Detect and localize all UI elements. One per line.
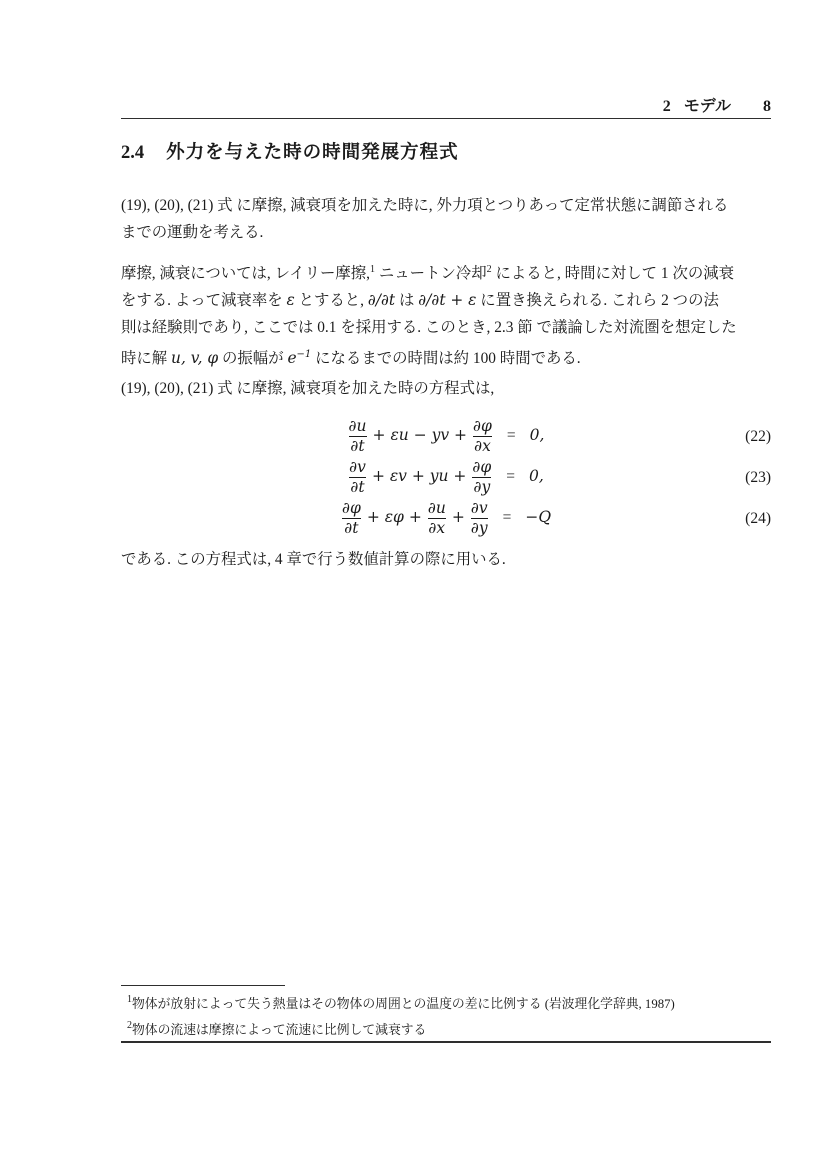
equation-row	[121, 416, 771, 457]
text-segment: は	[395, 292, 419, 309]
text-line	[127, 989, 771, 1015]
text-segment: 1	[127, 994, 132, 1005]
math-text: e	[287, 349, 297, 367]
fraction-numerator: ∂φ	[473, 417, 492, 435]
text-segment: の振幅が	[218, 350, 288, 367]
fraction-numerator: ∂v	[349, 458, 366, 476]
math-text: ∂/∂t + ε	[418, 291, 477, 309]
text-line	[127, 1015, 771, 1041]
fraction	[428, 500, 446, 537]
fraction	[349, 459, 366, 496]
fraction-numerator: ∂φ	[472, 458, 492, 476]
fraction-denominator: ∂t	[350, 478, 365, 496]
math-term: + εv + yu +	[371, 467, 467, 486]
text-segment: によると, 時間に対して 1 次の減衰	[491, 265, 735, 282]
text-segment: 2	[127, 1020, 132, 1031]
fraction-denominator: ∂x	[428, 519, 446, 537]
running-header	[121, 93, 771, 116]
text-line	[121, 546, 771, 573]
equals-sign: =	[506, 468, 516, 486]
paragraph	[121, 375, 771, 402]
header-rule	[121, 118, 771, 119]
text-line	[121, 375, 771, 402]
paragraph	[121, 546, 771, 573]
math-text: u, v, φ	[171, 349, 219, 367]
text-line	[121, 314, 771, 341]
equation-number: (23)	[745, 468, 771, 486]
fraction	[473, 418, 492, 455]
text-line	[121, 219, 771, 246]
text-segment: をする. よって減衰率を	[121, 292, 287, 309]
fraction	[471, 500, 488, 537]
text-segment: までの運動を考える.	[121, 224, 264, 241]
math-term: 0,	[529, 426, 545, 445]
equation-body	[348, 418, 545, 455]
math-term: +	[451, 508, 465, 527]
footnotes	[121, 989, 771, 1041]
text-segment: 物体の流速は摩擦によって流速に比例して減衰する	[132, 1023, 427, 1037]
fraction-denominator: ∂t	[344, 519, 359, 537]
text-line	[121, 192, 771, 219]
equals-sign: =	[506, 427, 516, 445]
fraction-denominator: ∂t	[350, 437, 365, 455]
fraction-denominator: ∂y	[473, 478, 491, 496]
section-number: 2.4	[121, 143, 145, 163]
bottom-rule	[121, 1041, 771, 1043]
text-line	[121, 341, 771, 372]
text-segment: 物体が放射によって失う熱量はその物体の周囲との温度の差に比例する (岩波理化学辞典, 1987)	[132, 997, 675, 1011]
text-segment: ニュートン冷却	[375, 265, 487, 282]
equation-row	[121, 498, 771, 539]
fraction-numerator: ∂φ	[341, 499, 361, 517]
text-segment: 時に解	[121, 350, 172, 367]
text-line	[121, 287, 771, 314]
text-segment: になるまでの時間は約 100 時間である.	[311, 350, 581, 367]
chapter-title: モデル	[683, 98, 731, 115]
text-segment: である. この方程式は, 4 章で行う数値計算の際に用いる.	[121, 551, 506, 568]
math-term: −Q	[525, 508, 552, 527]
text-segment: (19), (20), (21) 式 に摩擦, 減衰項を加えた時に, 外力項とつりあって定常状態に調節される	[121, 197, 729, 214]
section-title: 外力を与えた時の時間発展方程式	[166, 141, 459, 162]
fraction	[342, 500, 361, 537]
chapter-number: 2	[662, 98, 671, 115]
equation-body	[348, 459, 544, 496]
equals-sign: =	[502, 509, 512, 527]
text-segment: に置き換えられる. これら 2 つの法	[476, 292, 719, 309]
fraction-denominator: ∂y	[470, 519, 488, 537]
equation-block	[121, 416, 771, 539]
text-segment: −1	[296, 349, 312, 360]
text-segment: 1	[370, 264, 376, 275]
equation-body	[341, 500, 551, 537]
math-term: + εu − yv +	[372, 426, 468, 445]
text-segment: 摩擦, 減衰については, レイリー摩擦,	[121, 265, 371, 282]
text-segment: とすると,	[294, 292, 368, 309]
fraction-numerator: ∂u	[427, 499, 446, 517]
fraction	[472, 459, 491, 496]
fraction	[349, 418, 367, 455]
section-heading	[121, 138, 459, 164]
footnote-rule	[121, 985, 285, 986]
math-text: ε	[286, 291, 295, 309]
equation-row	[121, 457, 771, 498]
fraction-numerator: ∂v	[470, 499, 488, 517]
fraction-numerator: ∂u	[348, 417, 367, 435]
equation-number: (22)	[745, 427, 771, 445]
equation-number: (24)	[745, 509, 771, 527]
page-number: 8	[763, 98, 771, 115]
text-segment: 2	[486, 264, 492, 275]
paragraph	[121, 192, 771, 246]
paragraph	[121, 256, 771, 372]
math-term: + εφ +	[366, 508, 422, 527]
text-line	[121, 256, 771, 287]
math-text: ∂/∂t	[367, 291, 396, 309]
fraction-denominator: ∂x	[474, 437, 491, 455]
text-segment: (19), (20), (21) 式 に摩擦, 減衰項を加えた時の方程式は,	[121, 380, 495, 397]
text-segment: 則は経験則であり, ここでは 0.1 を採用する. このとき, 2.3 節 で議論した対流圏を想定した	[121, 319, 737, 336]
math-term: 0,	[529, 467, 544, 486]
